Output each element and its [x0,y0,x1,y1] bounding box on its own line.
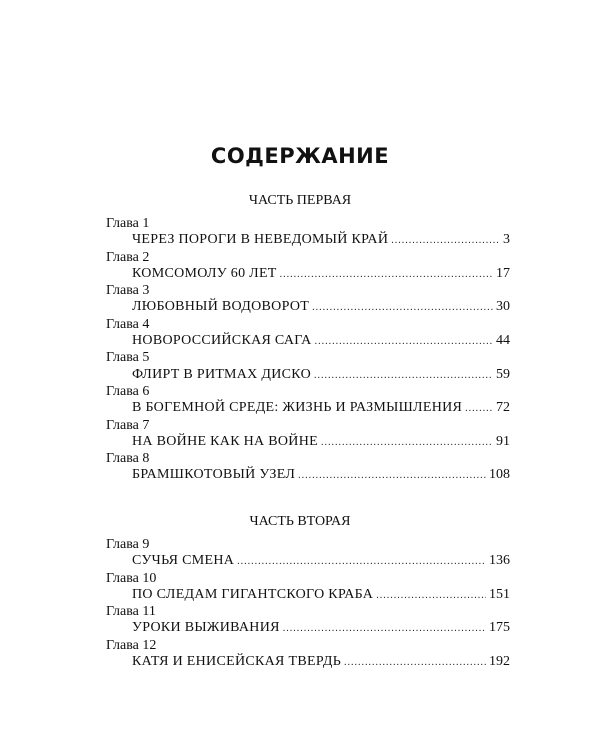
chapter-title: НОВОРОССИЙСКАЯ САГА [132,333,312,349]
page-number: 3 [503,232,510,248]
chapter-title: ЧЕРЕЗ ПОРОГИ В НЕВЕДОМЫЙ КРАЙ [132,232,389,248]
dot-leader [283,621,486,637]
page-title: СОДЕРЖАНИЕ [210,144,390,169]
toc-line [132,400,510,417]
part-title: ЧАСТЬ ПЕРВАЯ [248,193,352,208]
page-number: 17 [496,265,510,281]
toc-line [132,299,510,316]
toc-entry [106,283,510,317]
toc-entry [106,418,510,452]
chapter-label: Глава 9 [106,537,150,552]
dot-leader [298,468,486,484]
toc-line [132,333,510,350]
chapter-label: Глава 2 [106,249,150,265]
toc-line [132,620,510,637]
page-number: 72 [496,400,510,416]
toc-line [132,467,510,484]
page-number: 136 [489,553,510,569]
part-title: ЧАСТЬ ВТОРАЯ [249,514,351,529]
dot-leader [237,554,486,570]
chapter-title: ФЛИРТ В РИТМАХ ДИСКО [132,366,311,382]
page-number: 30 [496,299,510,315]
toc-entry [106,250,510,284]
toc-line [132,553,510,570]
toc-entry [106,350,510,384]
toc-line [132,654,510,671]
dot-leader [321,435,493,451]
chapter-title: ЛЮБОВНЫЙ ВОДОВОРОТ [132,299,310,315]
toc-line [132,266,510,283]
toc-entry [106,384,510,418]
chapter-label: Глава 5 [106,350,150,366]
chapter-label: Глава 6 [106,383,150,399]
dot-leader [376,588,486,604]
dot-leader [315,334,493,350]
dot-leader [344,655,486,671]
chapter-label: Глава 12 [106,637,157,653]
toc-entry [106,638,510,672]
chapter-label: Глава 1 [106,216,150,231]
chapter-label: Глава 10 [106,570,157,586]
page-number: 44 [496,333,510,349]
chapter-title: КОМСОМОЛУ 60 ЛЕТ [132,265,277,281]
chapter-title: БРАМШКОТОВЫЙ УЗЕЛ [132,467,296,483]
chapter-label: Глава 4 [106,316,150,332]
page-number: 108 [489,467,510,483]
chapter-label: Глава 7 [106,417,150,433]
chapter-label: Глава 3 [106,283,150,299]
chapter-title: ПО СЛЕДАМ ГИГАНТСКОГО КРАБА [132,586,374,602]
toc-entry [106,571,510,605]
dot-leader [280,267,493,283]
toc-line [132,232,510,249]
toc-entry [106,317,510,351]
dot-leader [314,368,493,384]
page-number: 175 [489,620,510,636]
toc-entry [106,216,510,250]
page-number: 59 [496,366,510,382]
dot-leader [391,233,500,249]
toc-entry [106,451,510,485]
page-number: 91 [496,433,510,449]
chapter-label: Глава 11 [106,604,156,620]
chapter-title: НА ВОЙНЕ КАК НА ВОЙНЕ [132,433,318,449]
chapter-title: СУЧЬЯ СМЕНА [132,553,235,569]
chapter-title: В БОГЕМНОЙ СРЕДЕ: ЖИЗНЬ И РАЗМЫШЛЕНИЯ [132,400,463,416]
toc-line [132,587,510,604]
toc-line [132,434,510,451]
chapter-title: КАТЯ И ЕНИСЕЙСКАЯ ТВЕРДЬ [132,654,342,670]
toc-entry [106,537,510,571]
page-number: 192 [489,654,510,670]
toc-part-two [0,513,600,671]
toc-entry [106,604,510,638]
chapter-title: УРОКИ ВЫЖИВАНИЯ [132,620,280,636]
page-number: 151 [489,586,510,602]
dot-leader [465,401,493,417]
toc-line [132,367,510,384]
toc-part-one [0,192,600,485]
dot-leader [312,300,493,316]
chapter-label: Глава 8 [106,451,150,467]
